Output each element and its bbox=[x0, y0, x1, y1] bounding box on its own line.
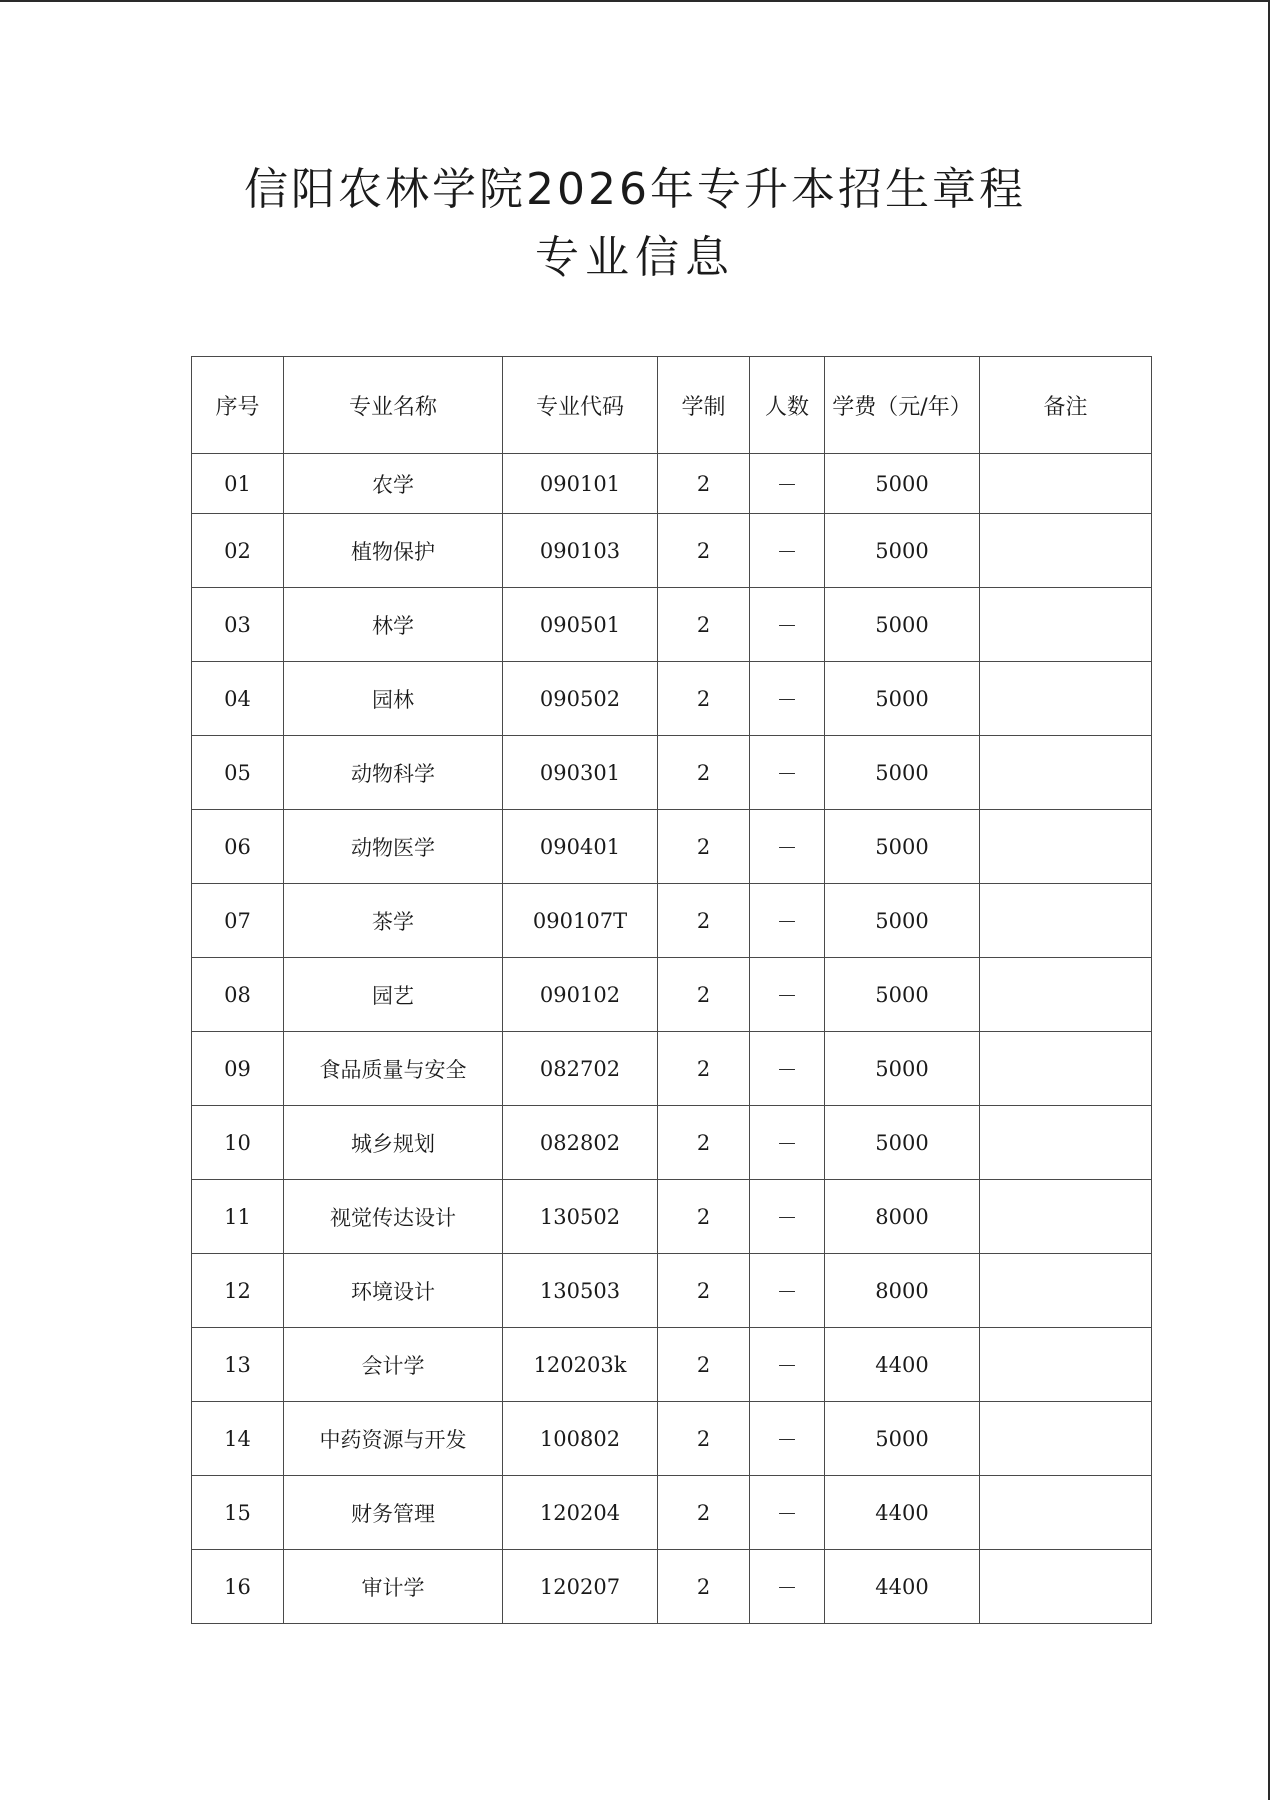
cell-remarks bbox=[980, 1106, 1152, 1180]
cell-duration: 2 bbox=[658, 736, 750, 810]
cell-remarks bbox=[980, 884, 1152, 958]
cell-quota: － bbox=[750, 588, 825, 662]
cell-major-name: 中药资源与开发 bbox=[284, 1402, 503, 1476]
cell-duration: 2 bbox=[658, 1254, 750, 1328]
cell-duration: 2 bbox=[658, 588, 750, 662]
cell-tuition: 5000 bbox=[825, 810, 980, 884]
cell-quota: － bbox=[750, 1550, 825, 1624]
cell-tuition: 5000 bbox=[825, 958, 980, 1032]
cell-major-name: 植物保护 bbox=[284, 514, 503, 588]
header-duration: 学制 bbox=[658, 357, 750, 454]
cell-serial: 09 bbox=[192, 1032, 284, 1106]
cell-quota: － bbox=[750, 1254, 825, 1328]
cell-tuition: 5000 bbox=[825, 1032, 980, 1106]
cell-serial: 11 bbox=[192, 1180, 284, 1254]
cell-duration: 2 bbox=[658, 884, 750, 958]
cell-serial: 01 bbox=[192, 454, 284, 514]
cell-remarks bbox=[980, 736, 1152, 810]
cell-major-name: 动物医学 bbox=[284, 810, 503, 884]
document-title: 信阳农林学院2026年专升本招生章程 bbox=[244, 164, 1026, 215]
table-row bbox=[192, 1180, 1152, 1254]
cell-major-code: 082702 bbox=[503, 1032, 658, 1106]
cell-serial: 15 bbox=[192, 1476, 284, 1550]
header-tuition: 学费（元/年） bbox=[825, 357, 980, 454]
cell-remarks bbox=[980, 958, 1152, 1032]
cell-duration: 2 bbox=[658, 1328, 750, 1402]
header-remarks: 备注 bbox=[980, 357, 1152, 454]
cell-quota: － bbox=[750, 1402, 825, 1476]
table-row bbox=[192, 454, 1152, 514]
cell-quota: － bbox=[750, 1106, 825, 1180]
cell-duration: 2 bbox=[658, 1550, 750, 1624]
table-row bbox=[192, 1402, 1152, 1476]
cell-remarks bbox=[980, 1254, 1152, 1328]
cell-remarks bbox=[980, 1032, 1152, 1106]
cell-remarks bbox=[980, 454, 1152, 514]
cell-major-code: 090501 bbox=[503, 588, 658, 662]
header-major-code: 专业代码 bbox=[503, 357, 658, 454]
cell-major-name: 园艺 bbox=[284, 958, 503, 1032]
cell-duration: 2 bbox=[658, 1106, 750, 1180]
table-row bbox=[192, 736, 1152, 810]
cell-quota: － bbox=[750, 1032, 825, 1106]
cell-major-name: 会计学 bbox=[284, 1328, 503, 1402]
cell-major-name: 林学 bbox=[284, 588, 503, 662]
cell-major-code: 100802 bbox=[503, 1402, 658, 1476]
cell-major-code: 090101 bbox=[503, 454, 658, 514]
cell-major-code: 090401 bbox=[503, 810, 658, 884]
cell-quota: － bbox=[750, 1328, 825, 1402]
cell-serial: 13 bbox=[192, 1328, 284, 1402]
cell-remarks bbox=[980, 1550, 1152, 1624]
cell-duration: 2 bbox=[658, 1032, 750, 1106]
cell-quota: － bbox=[750, 1180, 825, 1254]
table-row bbox=[192, 1032, 1152, 1106]
cell-duration: 2 bbox=[658, 1180, 750, 1254]
cell-serial: 06 bbox=[192, 810, 284, 884]
table-row bbox=[192, 588, 1152, 662]
cell-major-name: 园林 bbox=[284, 662, 503, 736]
header-major-name: 专业名称 bbox=[284, 357, 503, 454]
cell-tuition: 5000 bbox=[825, 454, 980, 514]
cell-tuition: 5000 bbox=[825, 1106, 980, 1180]
cell-major-code: 082802 bbox=[503, 1106, 658, 1180]
cell-remarks bbox=[980, 1476, 1152, 1550]
cell-tuition: 8000 bbox=[825, 1180, 980, 1254]
cell-major-name: 财务管理 bbox=[284, 1476, 503, 1550]
cell-duration: 2 bbox=[658, 662, 750, 736]
cell-duration: 2 bbox=[658, 514, 750, 588]
cell-major-code: 090502 bbox=[503, 662, 658, 736]
table-row bbox=[192, 1254, 1152, 1328]
cell-tuition: 5000 bbox=[825, 662, 980, 736]
cell-serial: 04 bbox=[192, 662, 284, 736]
document-subtitle: 专业信息 bbox=[535, 232, 735, 283]
table-row bbox=[192, 1476, 1152, 1550]
cell-duration: 2 bbox=[658, 1402, 750, 1476]
cell-quota: － bbox=[750, 810, 825, 884]
cell-major-name: 环境设计 bbox=[284, 1254, 503, 1328]
cell-quota: － bbox=[750, 662, 825, 736]
cell-tuition: 5000 bbox=[825, 588, 980, 662]
table-body bbox=[192, 454, 1152, 1624]
cell-remarks bbox=[980, 810, 1152, 884]
cell-remarks bbox=[980, 1402, 1152, 1476]
cell-major-code: 120203k bbox=[503, 1328, 658, 1402]
cell-quota: － bbox=[750, 454, 825, 514]
cell-tuition: 5000 bbox=[825, 736, 980, 810]
cell-major-code: 090103 bbox=[503, 514, 658, 588]
table-row bbox=[192, 810, 1152, 884]
table-row bbox=[192, 1106, 1152, 1180]
cell-major-name: 城乡规划 bbox=[284, 1106, 503, 1180]
table-row bbox=[192, 662, 1152, 736]
cell-major-code: 130503 bbox=[503, 1254, 658, 1328]
table-header-row bbox=[192, 357, 1152, 454]
cell-remarks bbox=[980, 662, 1152, 736]
cell-serial: 02 bbox=[192, 514, 284, 588]
cell-major-name: 审计学 bbox=[284, 1550, 503, 1624]
table-row bbox=[192, 958, 1152, 1032]
page-border-top bbox=[0, 0, 1270, 2]
cell-tuition: 4400 bbox=[825, 1476, 980, 1550]
cell-serial: 16 bbox=[192, 1550, 284, 1624]
cell-major-name: 食品质量与安全 bbox=[284, 1032, 503, 1106]
cell-major-code: 090301 bbox=[503, 736, 658, 810]
cell-major-name: 动物科学 bbox=[284, 736, 503, 810]
cell-duration: 2 bbox=[658, 1476, 750, 1550]
cell-quota: － bbox=[750, 736, 825, 810]
cell-tuition: 5000 bbox=[825, 1402, 980, 1476]
cell-quota: － bbox=[750, 514, 825, 588]
cell-tuition: 8000 bbox=[825, 1254, 980, 1328]
cell-remarks bbox=[980, 1328, 1152, 1402]
cell-major-code: 120207 bbox=[503, 1550, 658, 1624]
cell-serial: 12 bbox=[192, 1254, 284, 1328]
cell-tuition: 5000 bbox=[825, 514, 980, 588]
header-serial: 序号 bbox=[192, 357, 284, 454]
cell-major-code: 120204 bbox=[503, 1476, 658, 1550]
cell-tuition: 5000 bbox=[825, 884, 980, 958]
cell-major-name: 视觉传达设计 bbox=[284, 1180, 503, 1254]
majors-table bbox=[191, 356, 1152, 1624]
table-row bbox=[192, 514, 1152, 588]
cell-remarks bbox=[980, 1180, 1152, 1254]
cell-duration: 2 bbox=[658, 958, 750, 1032]
cell-serial: 10 bbox=[192, 1106, 284, 1180]
cell-major-name: 农学 bbox=[284, 454, 503, 514]
cell-serial: 05 bbox=[192, 736, 284, 810]
cell-duration: 2 bbox=[658, 810, 750, 884]
table-row bbox=[192, 884, 1152, 958]
cell-major-name: 茶学 bbox=[284, 884, 503, 958]
header-quota: 人数 bbox=[750, 357, 825, 454]
cell-tuition: 4400 bbox=[825, 1328, 980, 1402]
cell-quota: － bbox=[750, 884, 825, 958]
cell-major-code: 090102 bbox=[503, 958, 658, 1032]
cell-quota: － bbox=[750, 1476, 825, 1550]
cell-tuition: 4400 bbox=[825, 1550, 980, 1624]
table-row bbox=[192, 1328, 1152, 1402]
table-row bbox=[192, 1550, 1152, 1624]
cell-serial: 08 bbox=[192, 958, 284, 1032]
cell-remarks bbox=[980, 588, 1152, 662]
cell-major-code: 130502 bbox=[503, 1180, 658, 1254]
cell-serial: 14 bbox=[192, 1402, 284, 1476]
cell-serial: 03 bbox=[192, 588, 284, 662]
cell-major-code: 090107T bbox=[503, 884, 658, 958]
cell-serial: 07 bbox=[192, 884, 284, 958]
cell-duration: 2 bbox=[658, 454, 750, 514]
cell-quota: － bbox=[750, 958, 825, 1032]
cell-remarks bbox=[980, 514, 1152, 588]
